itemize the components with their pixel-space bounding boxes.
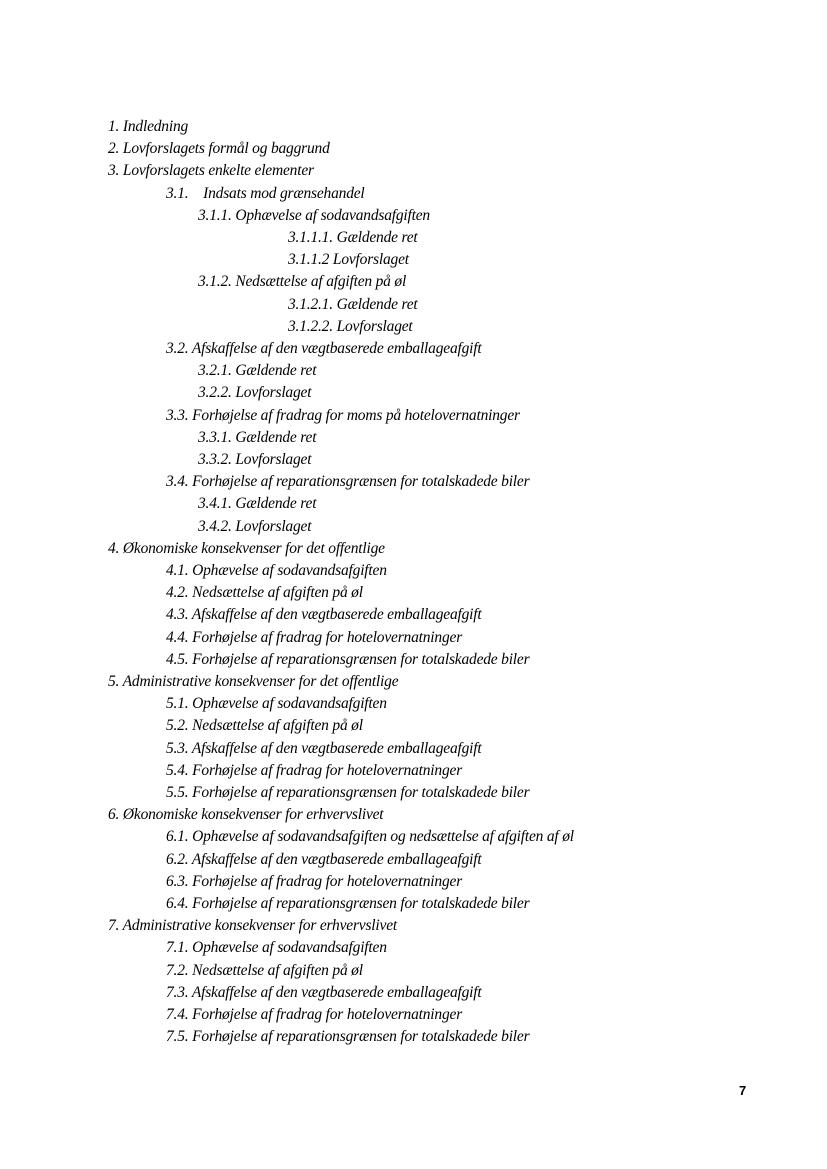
toc-entry: 6.2. Afskaffelse af den vægtbaserede emballageafgift [166,851,482,868]
toc-entry: 7.3. Afskaffelse af den vægtbaserede emballageafgift [166,984,482,1001]
toc-entry: 3.4. Forhøjelse af reparationsgrænsen for totalskadede biler [166,473,530,490]
toc-entry: 3. Lovforslagets enkelte elementer [108,162,314,179]
toc-entry: 7. Administrative konsekvenser for erhvervslivet [108,917,397,934]
toc-entry: 3.4.1. Gældende ret [198,495,317,512]
toc-entry: 5. Administrative konsekvenser for det offentlige [108,673,399,690]
toc-entry: 3.1. Indsats mod grænsehandel [166,185,365,202]
toc-entry: 4.3. Afskaffelse af den vægtbaserede emballageafgift [166,606,482,623]
toc-entry: 6.4. Forhøjelse af reparationsgrænsen for totalskadede biler [166,895,530,912]
toc-entry: 3.3.1. Gældende ret [198,429,317,446]
toc-entry: 7.4. Forhøjelse af fradrag for hotelovernatninger [166,1006,463,1023]
toc-entry: 5.4. Forhøjelse af fradrag for hotelovernatninger [166,762,463,779]
toc-entry: 2. Lovforslagets formål og baggrund [108,140,330,157]
toc-entry: 5.2. Nedsættelse af afgiften på øl [166,717,363,734]
toc-entry: 4.1. Ophævelse af sodavandsafgiften [166,562,387,579]
toc-entry: 5.3. Afskaffelse af den vægtbaserede emballageafgift [166,740,482,757]
toc-entry: 3.1.2.1. Gældende ret [288,296,418,313]
toc-entry: 3.1.2.2. Lovforslaget [288,318,413,335]
toc-entry: 6.3. Forhøjelse af fradrag for hotelovernatninger [166,873,463,890]
toc-entry: 5.1. Ophævelse af sodavandsafgiften [166,695,387,712]
toc-entry: 3.1.1.1. Gældende ret [288,229,418,246]
page-number: 7 [739,1083,747,1098]
toc-entry: 4.4. Forhøjelse af fradrag for hotelovernatninger [166,629,463,646]
toc-entry: 4.2. Nedsættelse af afgiften på øl [166,584,363,601]
toc-entry: 4.5. Forhøjelse af reparationsgrænsen for totalskadede biler [166,651,530,668]
toc-entry: 6.1. Ophævelse af sodavandsafgiften og nedsættelse af afgiften af øl [166,828,574,845]
toc-entry: 3.4.2. Lovforslaget [198,518,312,535]
toc-entry: 5.5. Forhøjelse af reparationsgrænsen for totalskadede biler [166,784,530,801]
toc-entry: 3.2.1. Gældende ret [198,362,317,379]
toc-entry: 3.1.1.2 Lovforslaget [288,251,409,268]
toc-entry: 6. Økonomiske konsekvenser for erhvervslivet [108,806,384,823]
toc-entry: 3.1.1. Ophævelse af sodavandsafgiften [198,207,430,224]
toc-entry: 3.3. Forhøjelse af fradrag for moms på hotelovernatninger [166,407,520,424]
toc-entry: 3.3.2. Lovforslaget [198,451,312,468]
toc-entry: 3.1.2. Nedsættelse af afgiften på øl [198,273,407,290]
toc-entry: 1. Indledning [108,118,189,135]
toc-entry: 3.2. Afskaffelse af den vægtbaserede emballageafgift [166,340,482,357]
toc-entry: 3.2.2. Lovforslaget [198,384,312,401]
toc-entry: 7.2. Nedsættelse af afgiften på øl [166,962,363,979]
toc-entry: 7.1. Ophævelse af sodavandsafgiften [166,939,387,956]
toc-entry: 4. Økonomiske konsekvenser for det offentlige [108,540,385,557]
toc-entry: 7.5. Forhøjelse af reparationsgrænsen for totalskadede biler [166,1028,530,1045]
